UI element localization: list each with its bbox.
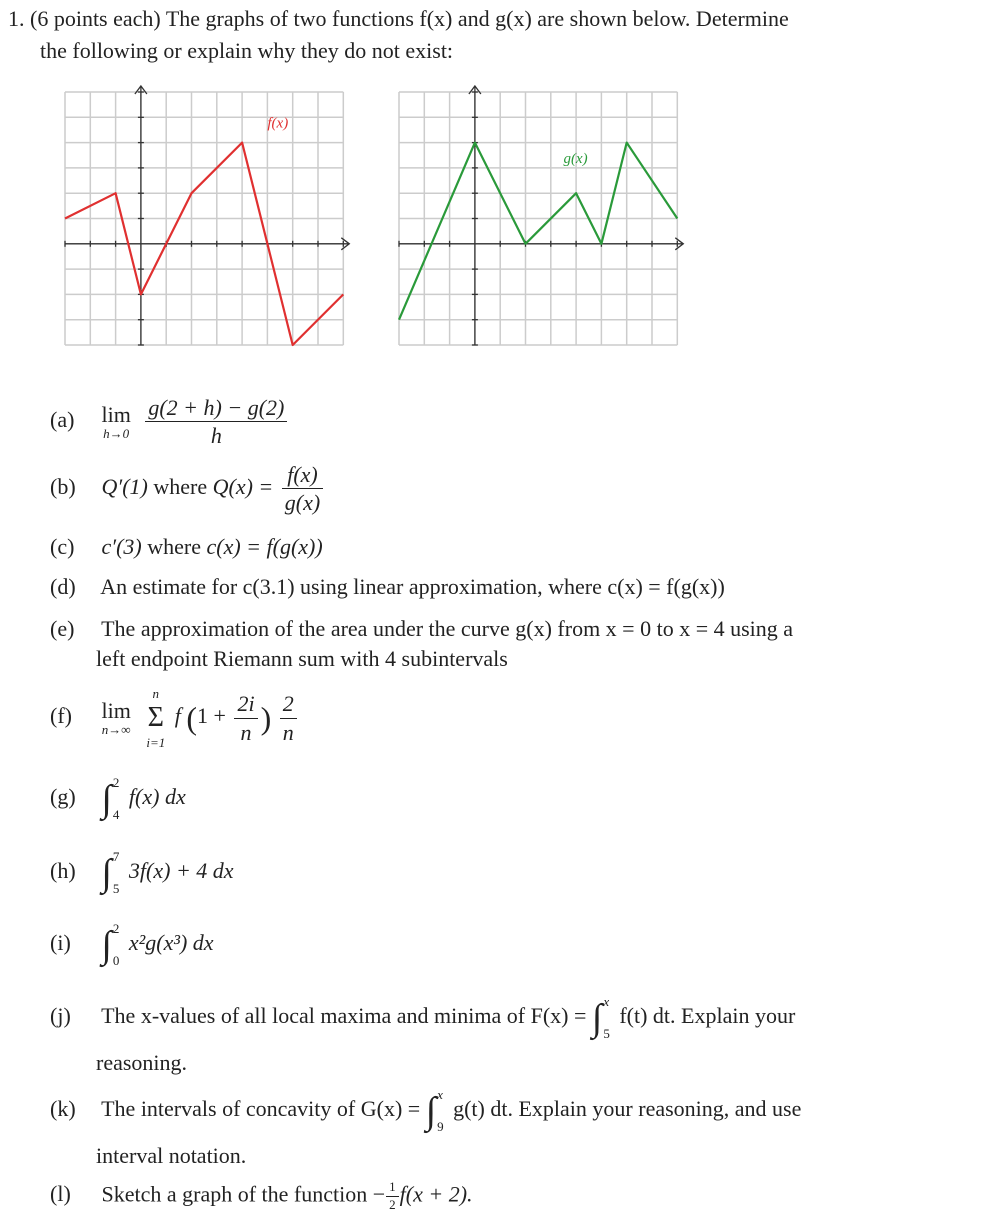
part-b: [50, 462, 326, 516]
part-label: (l): [50, 1181, 71, 1207]
text: The approximation of the area under the curve g(x) from x = 0 to x = 4 using a: [101, 616, 794, 641]
math-text: c′(3): [101, 534, 142, 559]
text: The intervals of concavity of G(x) =: [101, 1096, 421, 1122]
lim-text: lim: [101, 697, 131, 723]
part-l: [50, 1180, 473, 1213]
part-j: [50, 995, 795, 1041]
integral-sign: ∫ 2 0: [101, 921, 120, 968]
integral-lower: 9: [437, 1119, 444, 1134]
integral-sign: ∫ x 9: [425, 1087, 444, 1134]
part-label: (b): [50, 473, 76, 499]
fraction-numerator: 2: [280, 691, 297, 718]
part-i: [50, 922, 214, 968]
integral-lower: 5: [603, 1026, 610, 1041]
part-g: [50, 776, 186, 822]
integral-upper: x: [603, 994, 610, 1009]
part-label: (j): [50, 1003, 71, 1029]
fraction-numerator: 1: [386, 1180, 399, 1197]
g-label: g(x): [563, 150, 588, 167]
part-label: (k): [50, 1096, 76, 1122]
integral-lower: 5: [112, 881, 120, 896]
part-h: [50, 850, 234, 896]
integral-sign: ∫ x 5: [591, 994, 610, 1041]
part-label: (d): [50, 574, 76, 599]
text: The x-values of all local maxima and minima of F(x) =: [101, 1003, 587, 1029]
integral-lower: 4: [112, 807, 120, 822]
integrand: x²g(x³) dx: [128, 930, 214, 956]
fraction-numerator: 2i: [234, 691, 257, 718]
text: where: [153, 473, 208, 499]
part-e-line2: left endpoint Riemann sum with 4 subintervals: [96, 646, 508, 671]
math-text: 1 +: [197, 703, 226, 729]
part-label: (i): [50, 930, 71, 956]
text: f(t) dt. Explain your: [619, 1003, 796, 1029]
part-d: [50, 574, 725, 600]
integral-upper: 2: [112, 775, 120, 790]
part-label: (f): [50, 703, 72, 729]
integral-upper: 7: [112, 849, 120, 864]
integral-lower: 0: [112, 953, 120, 968]
integral-sign: ∫ 2 4: [101, 775, 120, 822]
text: g(t) dt. Explain your reasoning, and use: [453, 1096, 802, 1122]
fraction-denominator: 2: [389, 1196, 396, 1212]
math-text: Q′(1): [101, 473, 148, 499]
fraction-denominator: n: [282, 719, 294, 745]
f-label: f(x): [267, 115, 289, 132]
part-label: (a): [50, 406, 75, 432]
part-label: (h): [50, 858, 76, 884]
graph-f: [65, 92, 344, 345]
math-text: f: [174, 703, 181, 729]
part-e: [50, 616, 793, 642]
part-f: (f) lim n→∞ n Σ i=1 f (1 + $\frac{2i}{n}$ ) $\frac{2}{n}$: [50, 686, 300, 750]
integral-upper: x: [437, 1087, 443, 1102]
fraction-denominator: h: [210, 423, 222, 449]
integrand: f(x) dx: [128, 784, 186, 810]
part-label: (e): [50, 616, 75, 641]
math-text: f(x + 2).: [399, 1181, 473, 1207]
part-k: [50, 1088, 801, 1134]
text: where: [147, 534, 201, 559]
graph-g: [399, 92, 678, 345]
lim-subscript: h→0: [103, 425, 130, 441]
problem-header-line1: 1. (6 points each) The graphs of two functions f(x) and g(x) are shown below. Determine: [8, 6, 789, 31]
sum-lower: i=1: [146, 735, 166, 750]
part-j-line2: reasoning.: [96, 1050, 188, 1075]
fraction-denominator: n: [240, 719, 252, 745]
g-curve: [399, 143, 677, 320]
part-label: (c): [50, 534, 75, 559]
integral-upper: 2: [112, 921, 120, 936]
integrand: 3f(x) + 4 dx: [128, 858, 234, 884]
math-text: Q(x) =: [212, 473, 274, 499]
part-label: (g): [50, 784, 76, 810]
math-text: c(x) = f(g(x)): [206, 534, 323, 559]
problem-header-line2: the following or explain why they do not exist:: [40, 38, 454, 63]
integral-sign: ∫ 7 5: [101, 849, 120, 896]
part-c: [50, 534, 323, 560]
lim-text: lim: [101, 401, 131, 427]
lim-subscript: n→∞: [101, 721, 131, 737]
fraction-numerator: g(2 + h) − g(2): [145, 395, 287, 422]
sum-upper: n: [152, 686, 160, 701]
fraction-numerator: f(x): [282, 462, 323, 489]
part-k-line2: interval notation.: [96, 1143, 247, 1168]
text: An estimate for c(3.1) using linear approximation, where c(x) = f(g(x)): [100, 574, 725, 599]
part-a: [50, 395, 290, 449]
text: Sketch a graph of the function −: [101, 1181, 386, 1207]
fraction-denominator: g(x): [284, 490, 321, 516]
sigma-symbol: Σ: [147, 702, 164, 733]
